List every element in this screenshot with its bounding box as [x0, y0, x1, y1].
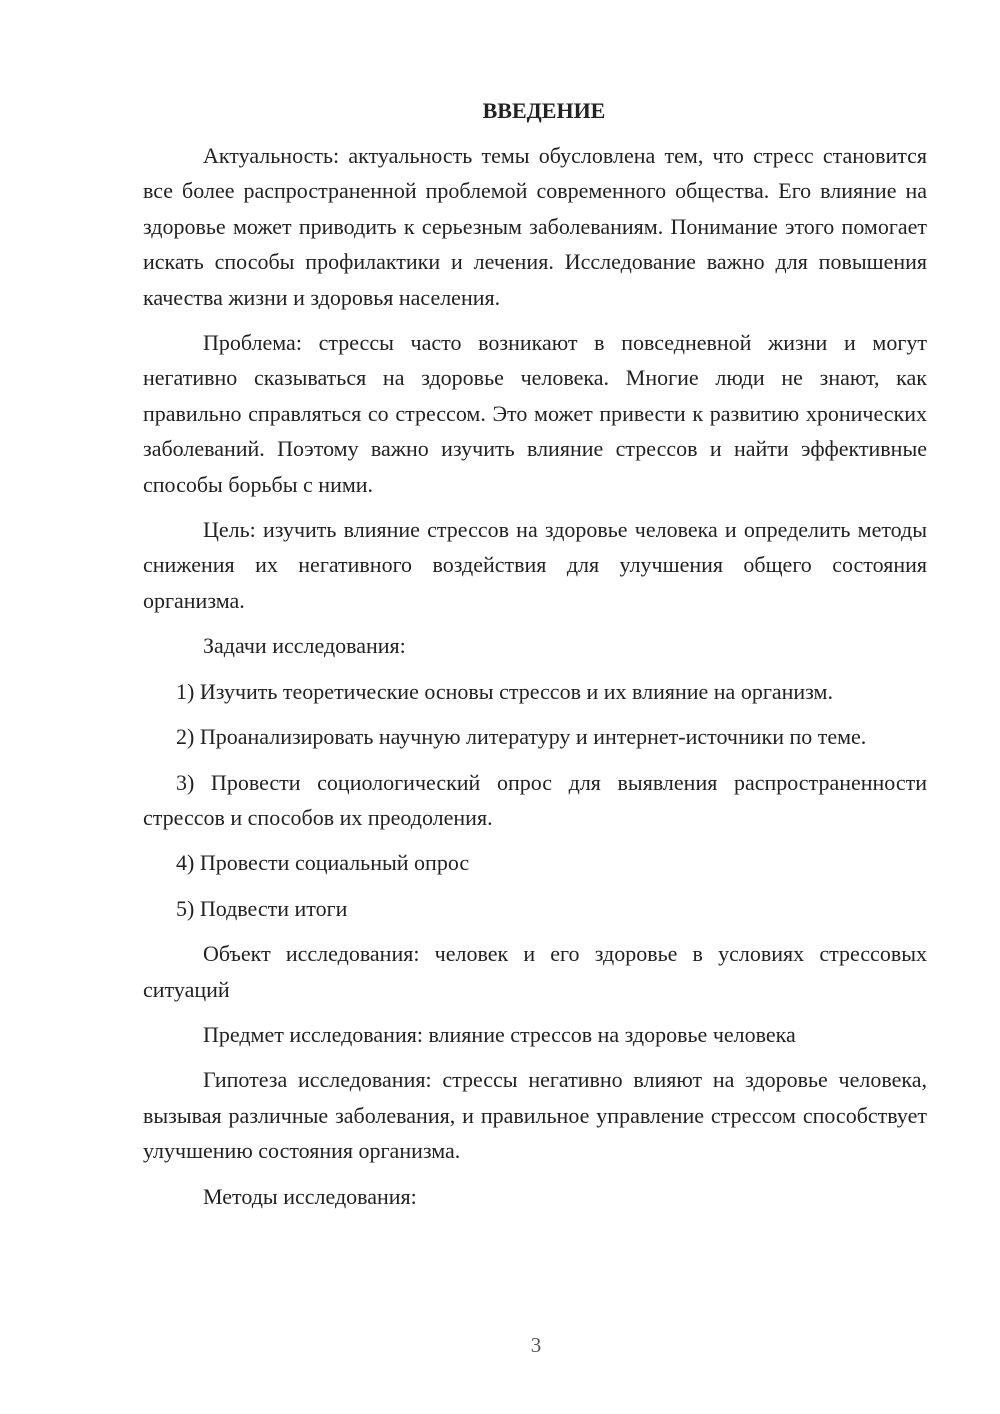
task-item-4: 4) Провести социальный опрос — [176, 850, 470, 876]
page-title: ВВЕДЕНИЕ — [482, 98, 606, 123]
subject-paragraph: Предмет исследования: влияние стрессов на здоровье человека — [203, 1021, 796, 1047]
task-item-5: 5) Подвести итоги — [176, 895, 348, 921]
tasks-heading: Задачи исследования: — [203, 633, 406, 659]
page-body — [143, 96, 927, 1224]
page-number: 3 — [530, 1333, 542, 1357]
problem-paragraph: Проблема: стрессы часто возникают в повседневной жизни и могут негативно сказываться на здоровье человека. Многие люди не знают, как правильно справляться со стрессом. Это может привести к развитию хронических заболеваний. Поэтому важно изучить влияние стрессов и найти эффективные способы борьбы с ними. — [143, 330, 927, 497]
task-item-1: 1) Изучить теоретические основы стрессов и их влияние на организм. — [176, 678, 833, 704]
methods-paragraph: Методы исследования: — [203, 1183, 417, 1209]
object-paragraph: Объект исследования: человек и его здоровье в условиях стрессовых ситуаций — [143, 941, 927, 1002]
hypothesis-paragraph: Гипотеза исследования: стрессы негативно влияют на здоровье человека, вызывая различные заболевания, и правильное управление стрессом способствует улучшению состояния организма. — [143, 1067, 927, 1164]
task-item-2: 2) Проанализировать научную литературу и интернет-источники по теме. — [176, 724, 867, 750]
goal-paragraph: Цель: изучить влияние стрессов на здоровье человека и определить методы снижения их негативного воздействия для улучшения общего состояния организма. — [143, 517, 927, 613]
relevance-paragraph: Актуальность: актуальность темы обусловлена тем, что стресс становится все более распространенной проблемой современного общества. Его влияние на здоровье может приводить к серьезным заболеваниям. Понимание этого помогает искать способы профилактики и лечения. Исследование важно для повышения качества жизни и здоровья населения. — [143, 143, 927, 310]
task-item-3: 3) Провести социологический опрос для выявления распространенности стрессов и способов их преодоления. — [143, 769, 927, 830]
